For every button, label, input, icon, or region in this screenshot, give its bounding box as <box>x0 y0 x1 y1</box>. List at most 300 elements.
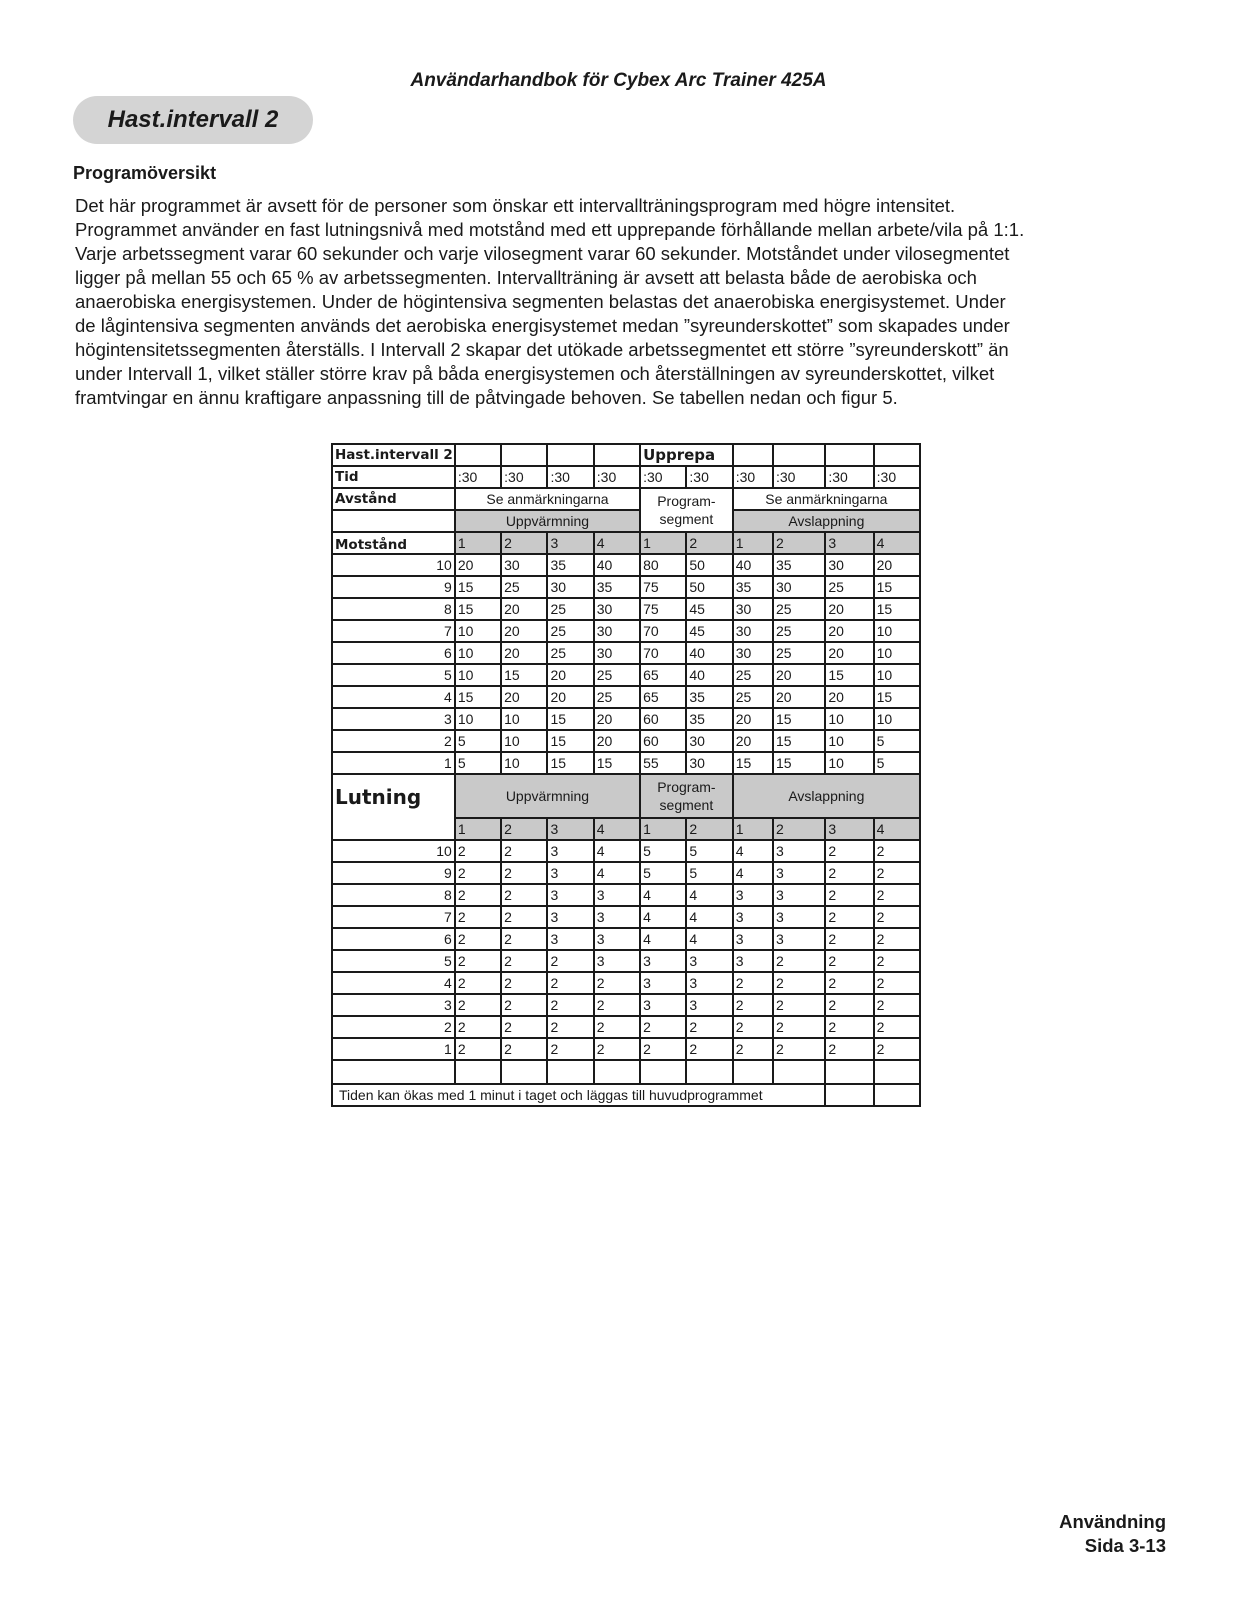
lutning-value: 2 <box>874 906 920 928</box>
lutning-value: 3 <box>686 950 732 972</box>
motstand-value: 20 <box>874 554 920 576</box>
motstand-value: 10 <box>874 664 920 686</box>
upprepa-label: Upprepa <box>640 444 733 466</box>
lutning-value: 2 <box>686 1038 732 1060</box>
tid-cell: :30 <box>501 466 547 488</box>
lutning-value: 3 <box>773 928 825 950</box>
empty-cell <box>594 1060 640 1084</box>
motstand-value: 35 <box>547 554 593 576</box>
lutning-value: 2 <box>874 884 920 906</box>
document-header-title: Användarhandbok för Cybex Arc Trainer 425A <box>410 70 827 91</box>
motstand-value: 5 <box>874 752 920 774</box>
lutning-value: 2 <box>773 994 825 1016</box>
lutning-value: 3 <box>640 972 686 994</box>
lutning-value: 2 <box>501 928 547 950</box>
lutning-value: 2 <box>640 1038 686 1060</box>
lutning-value: 2 <box>773 972 825 994</box>
lutning-value: 2 <box>455 994 501 1016</box>
lutning-value: 2 <box>547 994 593 1016</box>
motstand-value: 60 <box>640 730 686 752</box>
lutning-value: 2 <box>825 1038 873 1060</box>
lutning-value: 2 <box>455 1038 501 1060</box>
motstand-value: 40 <box>686 664 732 686</box>
motstand-value: 30 <box>686 730 732 752</box>
lutning-value: 5 <box>686 840 732 862</box>
lutning-value: 2 <box>455 972 501 994</box>
motstand-value: 20 <box>773 686 825 708</box>
lutning-level: 2 <box>332 1016 455 1038</box>
motstand-level: 7 <box>332 620 455 642</box>
motstand-value: 10 <box>874 708 920 730</box>
empty-cell <box>455 1060 501 1084</box>
segment-number-cell: 2 <box>501 532 547 554</box>
lutning-level: 1 <box>332 1038 455 1060</box>
lutning-value: 4 <box>594 840 640 862</box>
motstand-value: 75 <box>640 598 686 620</box>
tid-cell: :30 <box>594 466 640 488</box>
empty-cell <box>874 1060 920 1084</box>
lutning-row <box>332 928 920 950</box>
motstand-row <box>332 598 920 620</box>
motstand-value: 20 <box>501 642 547 664</box>
lutning-value: 3 <box>773 884 825 906</box>
lutning-value: 2 <box>773 950 825 972</box>
motstand-value: 20 <box>825 598 873 620</box>
motstand-value: 55 <box>640 752 686 774</box>
motstand-value: 20 <box>501 598 547 620</box>
lutning-value: 5 <box>640 840 686 862</box>
lutning-value: 2 <box>825 994 873 1016</box>
program-segment-header: Program- segment <box>640 488 733 532</box>
motstand-value: 5 <box>455 752 501 774</box>
motstand-value: 10 <box>501 708 547 730</box>
lutning-value: 2 <box>733 972 773 994</box>
lutning-level: 3 <box>332 994 455 1016</box>
segment-number-cell: 4 <box>874 532 920 554</box>
motstand-value: 15 <box>773 708 825 730</box>
motstand-value: 25 <box>501 576 547 598</box>
segment-number-cell: 1 <box>455 818 501 840</box>
lutning-value: 2 <box>874 950 920 972</box>
lutning-value: 3 <box>773 906 825 928</box>
lutning-value: 2 <box>501 840 547 862</box>
motstand-value: 15 <box>773 752 825 774</box>
lutning-value: 2 <box>547 950 593 972</box>
motstand-value: 65 <box>640 664 686 686</box>
motstand-value: 10 <box>455 664 501 686</box>
lutning-row <box>332 994 920 1016</box>
lutning-value: 2 <box>825 862 873 884</box>
motstand-value: 20 <box>733 730 773 752</box>
motstand-value: 20 <box>501 620 547 642</box>
lutning-value: 3 <box>547 906 593 928</box>
motstand-value: 40 <box>733 554 773 576</box>
motstand-value: 45 <box>686 598 732 620</box>
motstand-value: 30 <box>733 642 773 664</box>
motstand-value: 30 <box>733 620 773 642</box>
tid-cell: :30 <box>773 466 825 488</box>
empty-cell <box>874 1084 920 1106</box>
lutning-value: 3 <box>594 884 640 906</box>
segment-number-cell: 2 <box>686 532 732 554</box>
empty-cell <box>686 1060 732 1084</box>
lutning-value: 2 <box>455 950 501 972</box>
lutning-value: 3 <box>640 950 686 972</box>
lutning-value: 4 <box>640 928 686 950</box>
tid-row <box>332 466 920 488</box>
lutning-row <box>332 1016 920 1038</box>
tid-cell: :30 <box>874 466 920 488</box>
segment-number-cell: 2 <box>686 818 732 840</box>
tid-cell: :30 <box>547 466 593 488</box>
empty-cell <box>825 444 873 466</box>
motstand-level: 5 <box>332 664 455 686</box>
motstand-value: 20 <box>547 686 593 708</box>
motstand-value: 30 <box>773 576 825 598</box>
motstand-value: 10 <box>825 752 873 774</box>
body-line: under Intervall 1, vilket ställer större krav på båda energisystemen och återställningen av syreunderskottet, vilket <box>75 363 995 384</box>
lutning-value: 2 <box>874 994 920 1016</box>
motstand-level: 3 <box>332 708 455 730</box>
lutning-value: 3 <box>733 906 773 928</box>
lutning-level: 7 <box>332 906 455 928</box>
lutning-value: 5 <box>640 862 686 884</box>
motstand-value: 30 <box>825 554 873 576</box>
motstand-value: 50 <box>686 576 732 598</box>
motstand-value: 25 <box>825 576 873 598</box>
motstand-value: 30 <box>733 598 773 620</box>
segment-number-cell: 1 <box>733 818 773 840</box>
motstand-level: 9 <box>332 576 455 598</box>
segment-number-cell: 1 <box>733 532 773 554</box>
empty-cell <box>332 510 455 532</box>
avslappning-header: Avslappning <box>733 510 920 532</box>
lutning-value: 3 <box>594 928 640 950</box>
lutning-value: 2 <box>733 994 773 1016</box>
lutning-value: 2 <box>825 906 873 928</box>
motstand-value: 15 <box>874 598 920 620</box>
lutning-value: 2 <box>874 928 920 950</box>
section-tab <box>73 96 313 144</box>
lutning-value: 3 <box>547 862 593 884</box>
motstand-value: 25 <box>773 642 825 664</box>
motstand-value: 15 <box>547 730 593 752</box>
lutning-level: 4 <box>332 972 455 994</box>
body-line: anaerobiska energisystemen. Under de högintensiva segmenten belastas det anaerobiska energisystemet. Under <box>75 291 1006 312</box>
empty-cell <box>773 444 825 466</box>
motstand-level: 4 <box>332 686 455 708</box>
avstand-label: Avstånd <box>332 488 455 510</box>
lutning-value: 2 <box>547 1038 593 1060</box>
lutning-level: 6 <box>332 928 455 950</box>
motstand-value: 20 <box>825 642 873 664</box>
segment-number-cell: 1 <box>640 532 686 554</box>
lutning-level: 9 <box>332 862 455 884</box>
motstand-value: 65 <box>640 686 686 708</box>
lutning-row <box>332 884 920 906</box>
lutning-value: 3 <box>547 840 593 862</box>
motstand-value: 25 <box>547 642 593 664</box>
lutning-value: 2 <box>825 972 873 994</box>
footnote-row <box>332 1084 920 1106</box>
motstand-level: 1 <box>332 752 455 774</box>
lutning-value: 2 <box>640 1016 686 1038</box>
lutning-value: 2 <box>501 972 547 994</box>
lutning-value: 2 <box>825 928 873 950</box>
motstand-level: 2 <box>332 730 455 752</box>
lutning-value: 2 <box>501 1016 547 1038</box>
motstand-row <box>332 642 920 664</box>
motstand-value: 15 <box>773 730 825 752</box>
lutning-value: 2 <box>874 1038 920 1060</box>
motstand-value: 20 <box>594 708 640 730</box>
empty-cell <box>825 1060 873 1084</box>
motstand-row <box>332 576 920 598</box>
motstand-value: 10 <box>501 730 547 752</box>
motstand-row <box>332 620 920 642</box>
lutning-uppvarmning-header: Uppvärmning <box>455 774 640 818</box>
body-paragraph <box>75 194 1175 410</box>
uppvarmning-header: Uppvärmning <box>455 510 640 532</box>
motstand-value: 50 <box>686 554 732 576</box>
lutning-value: 2 <box>874 862 920 884</box>
empty-cell <box>547 444 593 466</box>
lutning-value: 4 <box>640 884 686 906</box>
lutning-value: 2 <box>455 862 501 884</box>
motstand-value: 15 <box>874 576 920 598</box>
motstand-row <box>332 752 920 774</box>
body-line: högintensitetssegmenten återställs. I Intervall 2 skapar det utökade arbetssegmentet ett större ”syreunderskott” än <box>75 339 1009 360</box>
lutning-value: 2 <box>825 1016 873 1038</box>
empty-cell <box>547 1060 593 1084</box>
footer-section: Användning <box>1059 1511 1166 1532</box>
table-title-row <box>332 444 920 466</box>
lutning-value: 2 <box>501 950 547 972</box>
motstand-value: 15 <box>874 686 920 708</box>
lutning-value: 2 <box>594 972 640 994</box>
segment-number-cell: 4 <box>874 818 920 840</box>
empty-cell <box>874 444 920 466</box>
motstand-value: 25 <box>733 686 773 708</box>
motstand-value: 25 <box>733 664 773 686</box>
lutning-row <box>332 840 920 862</box>
motstand-value: 25 <box>594 686 640 708</box>
body-line: ligger på mellan 55 och 65 % av arbetssegmenten. Intervallträning är avsett att belasta både de aerobiska och <box>75 267 977 288</box>
motstand-value: 10 <box>825 708 873 730</box>
lutning-value: 2 <box>501 1038 547 1060</box>
motstand-value: 15 <box>455 598 501 620</box>
body-line: framtvingar en ännu kraftigare anpassning till de påtvingade behoven. Se tabellen nedan och figur 5. <box>75 387 898 408</box>
lutning-value: 3 <box>686 972 732 994</box>
motstand-value: 25 <box>547 598 593 620</box>
lutning-level: 10 <box>332 840 455 862</box>
motstand-value: 20 <box>733 708 773 730</box>
motstand-value: 15 <box>501 664 547 686</box>
motstand-value: 35 <box>733 576 773 598</box>
lutning-row <box>332 972 920 994</box>
lutning-value: 2 <box>874 1016 920 1038</box>
lutning-value: 2 <box>594 1016 640 1038</box>
lutning-value: 3 <box>686 994 732 1016</box>
empty-cell <box>733 444 773 466</box>
page-footer <box>900 1510 1166 1558</box>
lutning-value: 3 <box>640 994 686 1016</box>
lutning-header-row <box>332 774 920 818</box>
motstand-value: 35 <box>773 554 825 576</box>
empty-cell <box>455 444 501 466</box>
tid-cell: :30 <box>455 466 501 488</box>
lutning-value: 3 <box>547 884 593 906</box>
lutning-row <box>332 950 920 972</box>
motstand-value: 10 <box>455 708 501 730</box>
segment-number-cell: 3 <box>825 532 873 554</box>
segment-number-cell: 3 <box>547 818 593 840</box>
lutning-value: 3 <box>594 950 640 972</box>
motstand-value: 35 <box>594 576 640 598</box>
body-line: de lågintensiva segmenten används det aerobiska energisystemet medan ”syreunderskottet” som skapades under <box>75 315 1010 336</box>
motstand-value: 20 <box>825 620 873 642</box>
lutning-value: 4 <box>594 862 640 884</box>
tid-cell: :30 <box>825 466 873 488</box>
lutning-value: 3 <box>733 884 773 906</box>
empty-row <box>332 1060 920 1084</box>
motstand-value: 80 <box>640 554 686 576</box>
motstand-value: 25 <box>594 664 640 686</box>
motstand-level: 8 <box>332 598 455 620</box>
lutning-level: 5 <box>332 950 455 972</box>
motstand-value: 30 <box>594 620 640 642</box>
segment-number-cell: 2 <box>501 818 547 840</box>
program-table <box>331 443 921 1107</box>
motstand-value: 30 <box>594 598 640 620</box>
lutning-value: 2 <box>686 1016 732 1038</box>
tid-cell: :30 <box>733 466 773 488</box>
lutning-value: 3 <box>773 862 825 884</box>
empty-cell <box>501 444 547 466</box>
motstand-value: 70 <box>640 620 686 642</box>
motstand-value: 15 <box>455 686 501 708</box>
lutning-label: Lutning <box>332 774 455 840</box>
segment-number-cell: 2 <box>773 532 825 554</box>
avstand-note-right: Se anmärkningarna <box>733 488 920 510</box>
table-footnote: Tiden kan ökas med 1 minut i taget och läggas till huvudprogrammet <box>332 1084 825 1106</box>
motstand-value: 30 <box>594 642 640 664</box>
motstand-value: 15 <box>547 752 593 774</box>
motstand-value: 35 <box>686 708 732 730</box>
motstand-value: 10 <box>455 620 501 642</box>
segment-number-cell: 4 <box>594 532 640 554</box>
lutning-value: 2 <box>825 840 873 862</box>
body-line: Det här programmet är avsett för de personer som önskar ett intervallträningsprogram med högre intensitet. <box>75 195 956 216</box>
lutning-value: 3 <box>547 928 593 950</box>
motstand-value: 15 <box>594 752 640 774</box>
motstand-level: 10 <box>332 554 455 576</box>
motstand-value: 60 <box>640 708 686 730</box>
lutning-row <box>332 862 920 884</box>
motstand-value: 70 <box>640 642 686 664</box>
table-title: Hast.intervall 2 <box>332 444 455 466</box>
lutning-value: 2 <box>547 1016 593 1038</box>
motstand-value: 30 <box>501 554 547 576</box>
lutning-row <box>332 906 920 928</box>
empty-cell <box>640 1060 686 1084</box>
motstand-value: 40 <box>686 642 732 664</box>
lutning-value: 3 <box>733 928 773 950</box>
tid-cell: :30 <box>686 466 732 488</box>
segment-number-cell: 3 <box>547 532 593 554</box>
motstand-value: 10 <box>825 730 873 752</box>
body-line: Programmet använder en fast lutningsnivå med motstånd med ett upprepande förhållande mellan arbete/vila på 1:1. <box>75 219 1025 240</box>
motstand-segment-row <box>332 532 920 554</box>
motstand-value: 15 <box>455 576 501 598</box>
lutning-value: 4 <box>733 840 773 862</box>
empty-cell <box>332 1060 455 1084</box>
lutning-value: 3 <box>773 840 825 862</box>
lutning-value: 2 <box>455 928 501 950</box>
motstand-value: 20 <box>455 554 501 576</box>
motstand-level: 6 <box>332 642 455 664</box>
lutning-value: 2 <box>874 972 920 994</box>
lutning-value: 5 <box>686 862 732 884</box>
lutning-avslappning-header: Avslappning <box>733 774 920 818</box>
lutning-value: 2 <box>825 884 873 906</box>
lutning-value: 4 <box>640 906 686 928</box>
lutning-value: 2 <box>594 994 640 1016</box>
motstand-value: 15 <box>733 752 773 774</box>
motstand-value: 20 <box>594 730 640 752</box>
lutning-value: 2 <box>773 1038 825 1060</box>
segment-number-cell: 3 <box>825 818 873 840</box>
motstand-row <box>332 708 920 730</box>
motstand-value: 30 <box>547 576 593 598</box>
lutning-value: 2 <box>455 906 501 928</box>
lutning-value: 2 <box>501 862 547 884</box>
lutning-value: 2 <box>455 840 501 862</box>
lutning-value: 3 <box>733 950 773 972</box>
motstand-value: 10 <box>874 642 920 664</box>
phase-row <box>332 510 920 532</box>
motstand-value: 40 <box>594 554 640 576</box>
lutning-value: 2 <box>547 972 593 994</box>
section-tab-label: Hast.intervall 2 <box>107 106 279 133</box>
motstand-value: 15 <box>547 708 593 730</box>
motstand-label: Motstånd <box>332 532 455 554</box>
empty-cell <box>773 1060 825 1084</box>
empty-cell <box>825 1084 873 1106</box>
motstand-value: 10 <box>874 620 920 642</box>
lutning-value: 2 <box>455 1016 501 1038</box>
lutning-value: 2 <box>773 1016 825 1038</box>
footer-page-number: Sida 3-13 <box>1084 1535 1166 1556</box>
motstand-value: 25 <box>773 620 825 642</box>
motstand-value: 20 <box>547 664 593 686</box>
tid-cell: :30 <box>640 466 686 488</box>
segment-number-cell: 1 <box>640 818 686 840</box>
empty-cell <box>594 444 640 466</box>
tid-label: Tid <box>332 466 455 488</box>
motstand-value: 10 <box>501 752 547 774</box>
motstand-value: 30 <box>686 752 732 774</box>
lutning-value: 2 <box>501 906 547 928</box>
motstand-row <box>332 730 920 752</box>
segment-number-cell: 2 <box>773 818 825 840</box>
motstand-row <box>332 686 920 708</box>
lutning-value: 2 <box>594 1038 640 1060</box>
lutning-program-segment-header: Program- segment <box>640 774 733 818</box>
lutning-value: 2 <box>733 1038 773 1060</box>
motstand-value: 15 <box>825 664 873 686</box>
motstand-value: 5 <box>874 730 920 752</box>
